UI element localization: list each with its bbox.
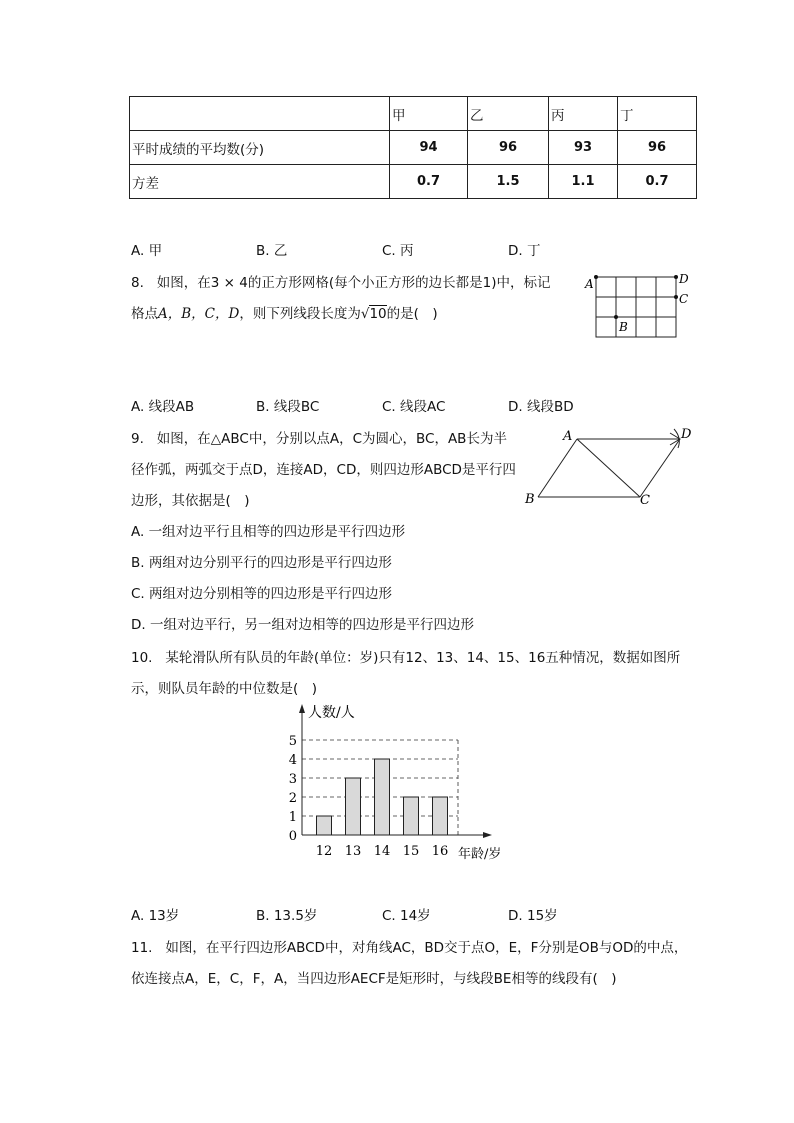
table-row: [130, 165, 697, 199]
table-header-cell: 乙: [468, 97, 549, 131]
q9-option-d[interactable]: D. 一组对边平行，另一组对边相等的四边形是平行四边形: [131, 617, 474, 633]
q10-option-a[interactable]: A. 13岁: [131, 908, 180, 924]
table-cell: 96: [618, 131, 697, 165]
q9-parallelogram-figure: [520, 424, 700, 510]
question-number: 8.: [131, 275, 144, 291]
question-number: 10.: [131, 650, 153, 666]
q8-stem-line1: 8. 如图，在3 × 4的正方形网格(每个小正方形的边长都是1)中，标记: [131, 275, 551, 291]
q9-option-c[interactable]: C. 两组对边分别相等的四边形是平行四边形: [131, 586, 393, 602]
q8-option-b[interactable]: B. 线段BC: [256, 399, 320, 415]
q10-option-c[interactable]: C. 14岁: [382, 908, 431, 924]
label-b: B: [619, 320, 628, 334]
bar-13: [346, 778, 361, 835]
table-row: [130, 131, 697, 165]
q10-option-d[interactable]: D. 15岁: [508, 908, 558, 924]
label-b: B: [525, 492, 535, 507]
q9-option-b[interactable]: B. 两组对边分别平行的四边形是平行四边形: [131, 555, 392, 571]
bar-14: [375, 759, 390, 835]
q10-stem-line2: 示，则队员年龄的中位数是( ): [131, 681, 318, 697]
x-tick-labels: [316, 844, 449, 859]
table-cell: 96: [468, 131, 549, 165]
q7-option-d[interactable]: D. 丁: [508, 243, 541, 259]
y-axis-label: 人数/人: [308, 705, 355, 721]
y-axis-arrow: [299, 704, 305, 713]
q9-option-a[interactable]: A. 一组对边平行且相等的四边形是平行四边形: [131, 524, 406, 540]
table-cell: 94: [390, 131, 468, 165]
point-b: [614, 315, 618, 319]
parallelogram-lines: [538, 429, 680, 497]
question-number: 11.: [131, 940, 153, 956]
y-tick-label: 5: [288, 734, 297, 749]
q8-option-a[interactable]: A. 线段AB: [131, 399, 195, 415]
q8-stem-line2: 格点A，B，C，D，则下列线段长度为√10的是( ): [131, 306, 438, 322]
table-cell: 1.5: [468, 165, 549, 199]
label-d: D: [679, 272, 689, 286]
x-tick-label: 13: [344, 844, 362, 859]
table-cell: 1.1: [549, 165, 618, 199]
q9-stem-line1: 9. 如图，在△ABC中，分别以点A，C为圆心，BC，AB长为半: [131, 431, 507, 447]
x-tick-label: 15: [402, 844, 420, 859]
q7-option-a[interactable]: A. 甲: [131, 243, 163, 259]
table-header-cell: 丙: [549, 97, 618, 131]
q8-option-d[interactable]: D. 线段BD: [508, 399, 574, 415]
x-tick-label: 12: [315, 844, 333, 859]
scores-table: [129, 96, 697, 199]
y-tick-label: 3: [288, 772, 297, 787]
table-cell: 0.7: [390, 165, 468, 199]
chart-bars: [317, 759, 448, 835]
x-axis-arrow: [483, 832, 492, 838]
y-tick-label: 2: [288, 791, 297, 806]
bar-15: [404, 797, 419, 835]
bar-12: [317, 816, 332, 835]
x-tick-label: 14: [373, 844, 391, 859]
table-header-cell: [130, 97, 390, 131]
point-d: [674, 275, 678, 279]
label-d: D: [681, 427, 692, 442]
y-tick-label: 0: [288, 829, 297, 844]
q7-option-c[interactable]: C. 丙: [382, 243, 414, 259]
label-c: C: [640, 493, 650, 508]
q10-option-b[interactable]: B. 13.5岁: [256, 908, 318, 924]
table-cell: 93: [549, 131, 618, 165]
q11-stem-line1: 11. 如图，在平行四边形ABCD中，对角线AC，BD交于点O，E，F分别是OB与OD的中点，: [131, 940, 688, 956]
x-tick-label: 16: [431, 844, 449, 859]
table-row-label: 平时成绩的平均数(分): [130, 131, 390, 165]
q9-stem-line3: 边形，其依据是( ): [131, 493, 250, 509]
table-header-cell: 丁: [618, 97, 697, 131]
point-a: [594, 275, 598, 279]
label-a: A: [585, 277, 594, 291]
table-row-label: 方差: [130, 165, 390, 199]
label-c: C: [679, 292, 689, 306]
label-a: A: [563, 429, 573, 444]
table-header-row: [130, 97, 697, 131]
q7-option-b[interactable]: B. 乙: [256, 243, 288, 259]
question-number: 9.: [131, 431, 144, 447]
q11-stem-line2: 依连接点A，E，C，F，A，当四边形AECF是矩形时，与线段BE相等的线段有( ): [131, 971, 617, 987]
age-bar-chart: [280, 700, 520, 868]
point-c: [674, 295, 678, 299]
table-header-cell: 甲: [390, 97, 468, 131]
q10-stem-line1: 10. 某轮滑队所有队员的年龄(单位：岁)只有12、13、14、15、16五种情况，数据如图所: [131, 650, 681, 666]
y-tick-labels: [289, 734, 297, 844]
bar-16: [433, 797, 448, 835]
grid-lines: [596, 277, 676, 337]
q8-grid-figure: [578, 266, 690, 342]
x-axis-label: 年龄/岁: [458, 847, 502, 862]
q9-stem-line2: 径作弧，两弧交于点D，连接AD，CD，则四边形ABCD是平行四: [131, 462, 516, 478]
sqrt-symbol: √: [360, 306, 370, 322]
y-tick-label: 4: [288, 753, 297, 768]
y-tick-label: 1: [288, 810, 297, 825]
table-cell: 0.7: [618, 165, 697, 199]
q8-option-c[interactable]: C. 线段AC: [382, 399, 446, 415]
